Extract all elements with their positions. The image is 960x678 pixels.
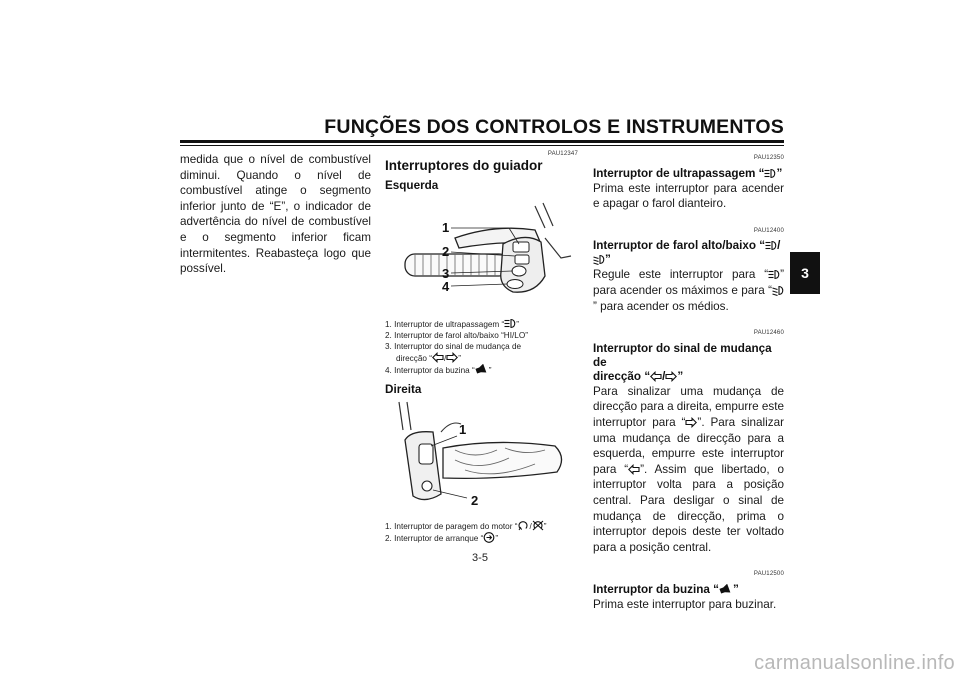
pass-switch: [513, 242, 529, 252]
ref-code: PAU12350: [753, 155, 784, 161]
engine-off-icon: [532, 520, 544, 531]
turn-left-icon: [628, 464, 640, 475]
horn-switch-text: Prima este interruptor para buzinar.: [593, 597, 777, 611]
high-beam-icon: [765, 240, 777, 251]
page-title: FUNÇÕES DOS CONTROLOS E INSTRUMENTOS: [324, 116, 784, 138]
turn-right-icon: [665, 371, 677, 382]
dimmer-switch: [515, 255, 529, 264]
passing-light-icon: [504, 318, 516, 329]
caption-item-continued: direcção “ / ”: [396, 354, 461, 363]
dimmer-switch-heading: Interruptor de farol alto/baixo “ /”: [593, 239, 781, 267]
low-beam-icon: [593, 254, 605, 265]
section-heading: Interruptores do guiador: [385, 158, 543, 173]
turn-right-icon: [685, 417, 697, 428]
figure-label-1: 1: [459, 422, 467, 437]
ref-code: PAU12500: [753, 571, 784, 578]
watermark: carmanualsonline.info: [754, 652, 955, 674]
right-switches-label: Direita: [385, 383, 422, 396]
caption-item: 1. Interruptor de ultrapassagem “ ”: [385, 320, 519, 329]
passing-switch-text: Prima este interruptor para acender e apagar o farol dianteiro.: [593, 181, 784, 211]
chapter-tab[interactable]: 3: [790, 252, 820, 294]
right-handlebar-figure: [385, 400, 578, 512]
turn-left-icon: [650, 371, 662, 382]
figure-label-2: 2: [471, 493, 479, 508]
title-rule-thick: [180, 140, 784, 143]
left-column: [180, 152, 371, 277]
start-icon: [483, 532, 495, 543]
figure-label-3: 3: [442, 266, 450, 281]
page-number: 3-5: [472, 552, 488, 564]
turn-right-icon: [446, 352, 458, 363]
figure-label-2: 2: [442, 244, 450, 259]
left-switches-label: Esquerda: [385, 179, 439, 192]
figure-label-1: 1: [442, 220, 450, 235]
turn-switch: [512, 266, 526, 276]
turn-signal-heading: Interruptor do sinal de mudança de direcção “ / ”: [593, 341, 772, 383]
ref-code: PAU12347: [547, 151, 578, 157]
engine-stop-switch: [419, 444, 433, 464]
turn-signal-text: Para sinalizar uma mudança de direcção para a direita, empurre este interruptor para “ ”. Para sinalizar uma mudança de direcção para a esquerda, empurre este interruptor para “ ”. Assim que libertado, o interruptor volta para a posição central. Para desligar o sinal de mudança de direcção, prima o interruptor depois deste ter voltado para a posição central.: [593, 384, 784, 554]
fuel-gauge-paragraph: medida que o nível de combustível diminui. Quando o nível de combustível atinge o segmento inferior junto de “E”, o indicador de advertência do nível de combustível e o segmento inferior ficam intermitentes. Reabasteça logo que possível.: [180, 153, 371, 276]
caption-item: 3. Interruptor do sinal de mudança de: [385, 342, 522, 351]
start-switch: [422, 481, 432, 491]
low-beam-icon: [772, 285, 784, 296]
high-beam-icon: [768, 269, 780, 280]
turn-left-icon: [432, 352, 444, 363]
caption-item: 2. Interruptor de farol alto/baixo “HI/LO”: [385, 331, 528, 340]
caption-item: 4. Interruptor da buzina “ ”: [385, 364, 580, 376]
figure-label-4: 4: [442, 279, 450, 294]
ref-code: PAU12460: [753, 330, 784, 337]
figure-background: [385, 198, 578, 302]
dimmer-switch-text: Regule este interruptor para “ ” para acender os máximos e para “” para acender os médios.: [593, 268, 784, 313]
horn-icon: [475, 364, 489, 375]
horn-switch: [507, 280, 523, 289]
horn-switch-heading: Interruptor da buzina “ ”: [593, 582, 739, 596]
right-column: [593, 151, 784, 612]
passing-light-icon: [764, 168, 776, 179]
right-captions: [385, 520, 580, 544]
left-captions: [385, 318, 580, 376]
engine-run-icon: [517, 520, 529, 531]
middle-column: [385, 151, 578, 192]
caption-item: 1. Interruptor de paragem do motor “ / ”: [385, 522, 547, 531]
horn-icon: [719, 584, 733, 595]
left-handlebar-figure: [385, 198, 578, 302]
ref-code: PAU12400: [753, 227, 784, 234]
caption-item: 2. Interruptor de arranque “ ”: [385, 534, 499, 543]
passing-switch-heading: Interruptor de ultrapassagem “ ”: [593, 166, 783, 180]
title-rule-thin: [180, 145, 784, 146]
